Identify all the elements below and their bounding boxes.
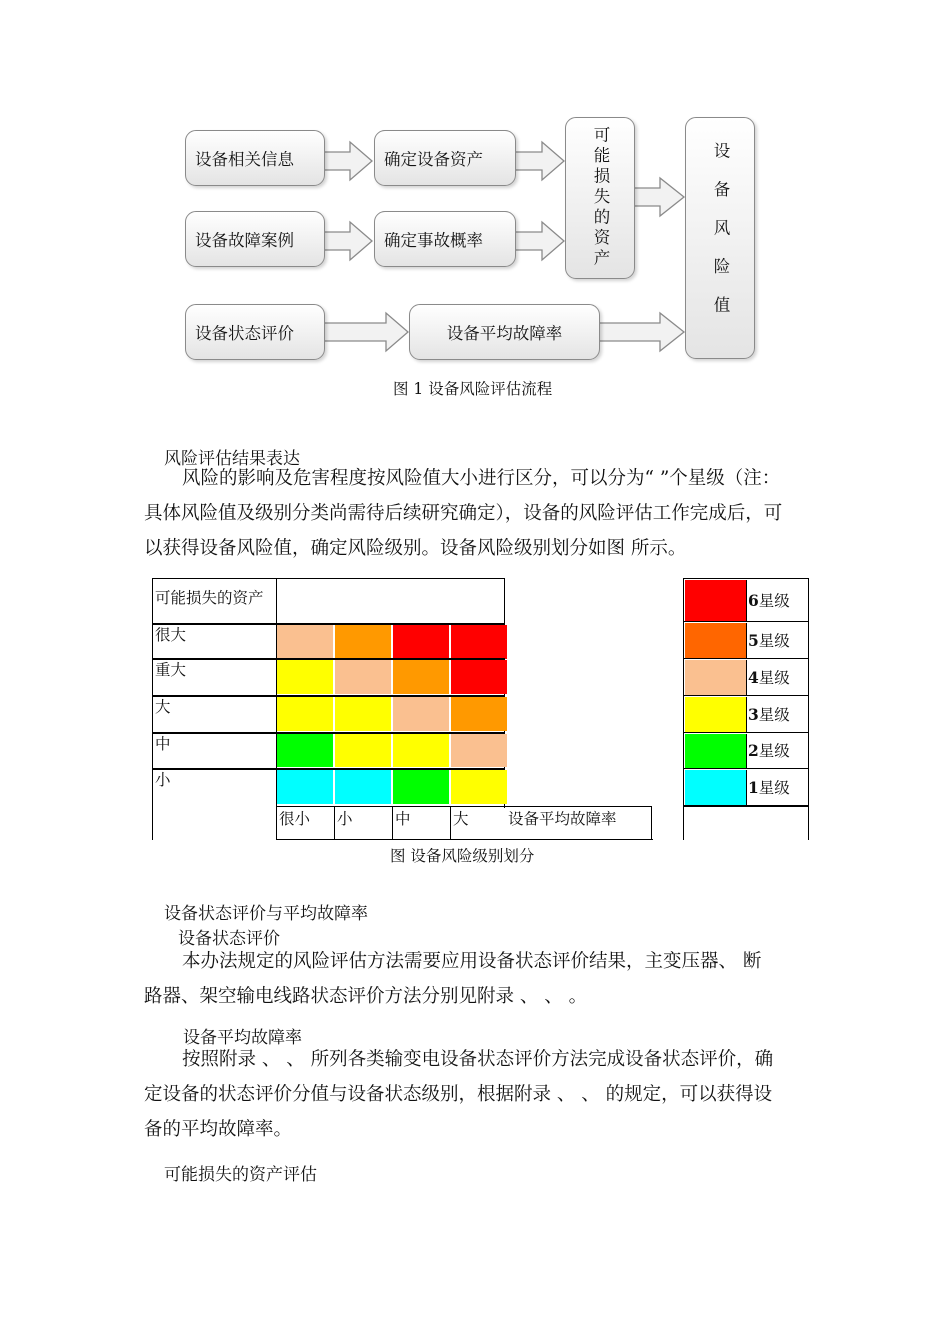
flow-box-determine-probability xyxy=(374,211,516,267)
legend-level-text: 星级 xyxy=(758,632,790,650)
flow-box-label: 确定事故概率 xyxy=(384,231,483,250)
column-label: 中 xyxy=(395,810,411,828)
legend-level-number: 3 xyxy=(748,705,759,724)
legend-level-number: 1 xyxy=(748,778,759,797)
flow-box-label: 可能损失的资产 xyxy=(591,126,610,270)
paragraph-line: 本办法规定的风险评估方法需要应用设备状态评价结果，主变压器、 断 xyxy=(182,951,762,972)
legend-label xyxy=(748,706,790,724)
arrow-5 xyxy=(634,178,684,216)
legend-row-divider xyxy=(683,621,809,622)
paragraph xyxy=(144,1042,808,1147)
legend-row-divider xyxy=(683,732,809,733)
legend-divider xyxy=(746,660,747,695)
column-label: 很小 xyxy=(279,810,311,828)
paragraph-line: 具体风险值及级别分类尚需待后续研究确定），设备的风险评估工作完成后，可 xyxy=(144,503,783,524)
paragraph-line: 以获得设备风险值，确定风险级别。设备风险级别划分如图 所示。 xyxy=(144,538,687,559)
risk-cell xyxy=(451,660,507,694)
legend-border xyxy=(808,578,809,840)
row-label: 中 xyxy=(155,735,171,753)
paragraph-line: 按照附录 、 、 所列各类输变电设备状态评价方法完成设备状态评价，确 xyxy=(182,1049,774,1070)
arrow-7 xyxy=(599,313,684,351)
section-heading: 可能损失的资产评估 xyxy=(164,1165,317,1185)
risk-cell xyxy=(393,625,449,659)
legend-level-text: 星级 xyxy=(758,779,790,797)
paragraph-line: 路器、架空输电线路状态评价方法分别见附录 、 、 。 xyxy=(144,986,588,1007)
legend-swatch xyxy=(685,770,746,805)
legend-row-divider xyxy=(683,768,809,769)
flow-box-determine-assets xyxy=(374,130,516,186)
legend-level-number: 2 xyxy=(748,741,759,760)
risk-cell xyxy=(277,660,333,694)
flow-box-label: 设备风险值 xyxy=(711,141,730,335)
legend-row-divider xyxy=(683,805,809,806)
arrow-4 xyxy=(514,222,564,260)
legend-level-text: 星级 xyxy=(758,742,790,760)
legend-label xyxy=(748,669,790,687)
legend-level-text: 星级 xyxy=(758,592,790,610)
risk-cell xyxy=(335,770,391,804)
subsection-heading: 设备平均故障率 xyxy=(183,1028,302,1048)
legend-swatch xyxy=(685,580,746,621)
legend-level-number: 4 xyxy=(748,668,759,687)
paragraph xyxy=(144,461,808,566)
row-label: 重大 xyxy=(155,661,187,679)
paragraph xyxy=(144,944,808,1014)
risk-cell xyxy=(451,625,507,659)
risk-cell xyxy=(335,697,391,731)
arrow-2 xyxy=(324,222,372,260)
risk-cell xyxy=(393,734,449,767)
legend-border xyxy=(683,578,684,840)
legend-divider xyxy=(746,580,747,621)
table-border xyxy=(392,806,393,840)
legend-divider xyxy=(746,770,747,805)
risk-cell xyxy=(393,660,449,694)
y-axis-header: 可能损失的资产 xyxy=(155,589,264,607)
table-border xyxy=(152,578,505,579)
row-label: 大 xyxy=(155,698,171,716)
row-label: 很大 xyxy=(155,626,187,644)
risk-cell xyxy=(393,770,449,804)
flow-box-condition-eval xyxy=(185,304,325,360)
legend-level-number: 5 xyxy=(748,631,759,650)
flow-box-label: 确定设备资产 xyxy=(384,150,483,169)
risk-cell xyxy=(451,697,507,731)
legend-divider xyxy=(746,623,747,658)
risk-cell xyxy=(335,660,391,694)
risk-cell xyxy=(335,734,391,767)
paragraph-line: 风险的影响及危害程度按风险值大小进行区分，可以分为“ ”个星级（注： xyxy=(182,468,781,489)
table-border xyxy=(276,806,652,807)
legend-row-divider xyxy=(683,695,809,696)
figure-1-caption: 图 1 设备风险评估流程 xyxy=(393,380,553,398)
legend-row-divider xyxy=(683,658,809,659)
flow-box-label: 设备平均故障率 xyxy=(446,324,563,343)
flow-box-label: 设备状态评价 xyxy=(195,324,294,343)
risk-cell xyxy=(277,697,333,731)
flow-box-label: 设备故障案例 xyxy=(195,231,294,250)
risk-cell xyxy=(393,697,449,731)
legend-level-number: 6 xyxy=(748,591,759,610)
table-border xyxy=(276,839,653,840)
subsection-heading: 设备状态评价 xyxy=(178,929,280,949)
legend-swatch xyxy=(685,660,746,695)
legend-divider xyxy=(746,697,747,732)
legend-border xyxy=(683,806,809,807)
section-heading: 设备状态评价与平均故障率 xyxy=(164,904,368,924)
legend-label xyxy=(748,592,790,610)
legend-swatch xyxy=(685,734,746,768)
legend-divider xyxy=(746,734,747,768)
flow-box-avg-failure-rate xyxy=(409,304,600,360)
flow-box-possible-loss xyxy=(565,117,635,279)
arrow-1 xyxy=(324,142,372,180)
risk-cell xyxy=(277,770,333,804)
risk-cell xyxy=(277,734,333,767)
flow-box-risk-value xyxy=(685,117,755,359)
row-label: 小 xyxy=(155,771,171,789)
section-heading: 风险评估结果表达 xyxy=(164,449,300,469)
legend-level-text: 星级 xyxy=(758,706,790,724)
legend-label xyxy=(748,779,790,797)
figure-2-caption: 图 设备风险级别划分 xyxy=(390,847,535,865)
paragraph-line: 备的平均故障率。 xyxy=(144,1119,293,1140)
legend-label xyxy=(748,742,790,760)
table-border xyxy=(152,578,153,840)
column-label: 大 xyxy=(453,810,469,828)
paragraph-line: 定设备的状态评价分值与设备状态级别，根据附录 、 、 的规定，可以获得设 xyxy=(144,1084,773,1105)
risk-cell xyxy=(335,625,391,659)
table-border xyxy=(334,806,335,840)
legend-border xyxy=(683,578,809,579)
risk-cell xyxy=(277,625,333,659)
table-border xyxy=(651,806,652,840)
legend-swatch xyxy=(685,623,746,658)
risk-cell xyxy=(451,734,507,767)
legend-swatch xyxy=(685,697,746,732)
table-border xyxy=(450,806,451,840)
risk-cell xyxy=(451,770,507,804)
x-axis-header: 设备平均故障率 xyxy=(508,810,617,828)
column-label: 小 xyxy=(337,810,353,828)
legend-level-text: 星级 xyxy=(758,669,790,687)
flow-box-equipment-info xyxy=(185,130,325,186)
arrow-6 xyxy=(324,313,408,351)
arrow-3 xyxy=(514,142,564,180)
legend-label xyxy=(748,632,790,650)
flow-box-failure-cases xyxy=(185,211,325,267)
flow-box-label: 设备相关信息 xyxy=(195,150,294,169)
